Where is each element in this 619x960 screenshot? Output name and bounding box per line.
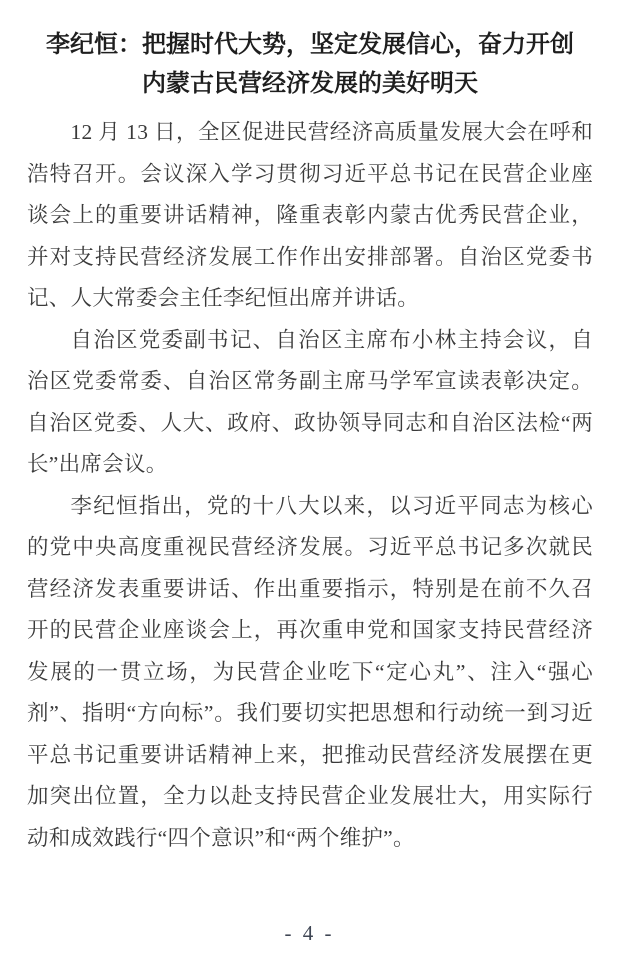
paragraph-attendees: 自治区党委副书记、自治区主席布小林主持会议，自治区党委常委、自治区常务副主席马学军宣读表彰决定。自治区党委、人大、政府、政协领导同志和自治区法检“两长”出席会议。 [27, 327, 593, 476]
document-title [27, 25, 593, 103]
paragraph-meeting-opening: 12 月 13 日，全区促进民营经济高质量发展大会在呼和浩特召开。会议深入学习贯彻习近平总书记在民营企业座谈会上的重要讲话精神，隆重表彰内蒙古优秀民营企业，并对支持民营经济发展工作作出安排部署。自治区党委书记、人大常委会主任李纪恒出席并讲话。 [27, 120, 593, 310]
document-body [27, 112, 593, 859]
paragraph-speech-content: 李纪恒指出，党的十八大以来，以习近平同志为核心的党中央高度重视民营经济发展。习近平总书记多次就民营经济发表重要讲话、作出重要指示，特别是在前不久召开的民营企业座谈会上，再次重申党和国家支持民营经济发展的一贯立场，为民营企业吃下“定心丸”、注入“强心剂”、指明“方向标”。我们要切实把思想和行动统一到习近平总书记重要讲话精神上来，把推动民营经济发展摆在更加突出位置，全力以赴支持民营企业发展壮大，用实际行动和成效践行“四个意识”和“两个维护”。 [27, 493, 593, 850]
document-title-line-2: 内蒙古民营经济发展的美好明天 [142, 70, 478, 97]
page-number: - 4 - [284, 921, 335, 945]
document-title-line-1: 李纪恒：把握时代大势，坚定发展信心，奋力开创 [46, 31, 574, 58]
